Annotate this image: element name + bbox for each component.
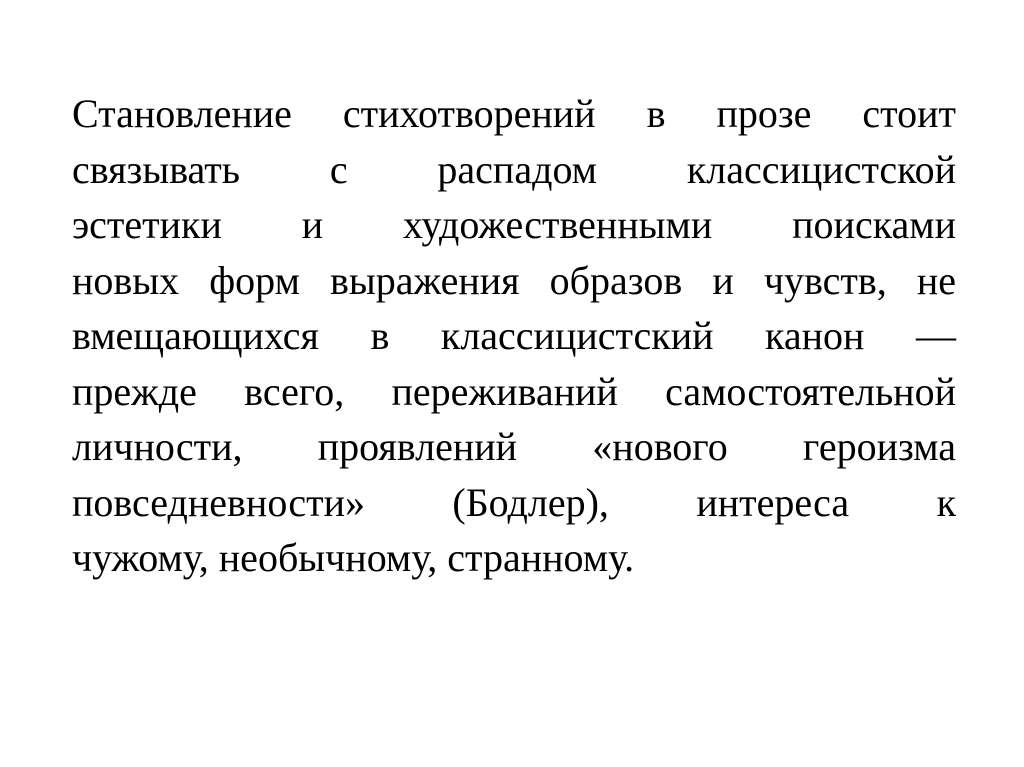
- paragraph-text: [72, 86, 956, 586]
- text-line: чужому, необычному, странному.: [72, 535, 635, 580]
- text-line: личности, проявлений «нового героизма: [72, 424, 956, 469]
- text-line: повседневности» (Бодлер), интереса к: [72, 479, 956, 525]
- text-line: прежде всего, переживаний самостоятельной: [72, 368, 956, 414]
- text-line: Становление стихотворений в прозе стоит: [72, 91, 956, 136]
- text-line: связывать с распадом классицистской: [72, 146, 956, 192]
- text-line: новых форм выражения образов и чувств, не: [72, 257, 956, 303]
- text-line: эстетики и художественными поисками: [72, 202, 956, 247]
- text-line: вмещающихся в классицистский канон —: [72, 313, 956, 358]
